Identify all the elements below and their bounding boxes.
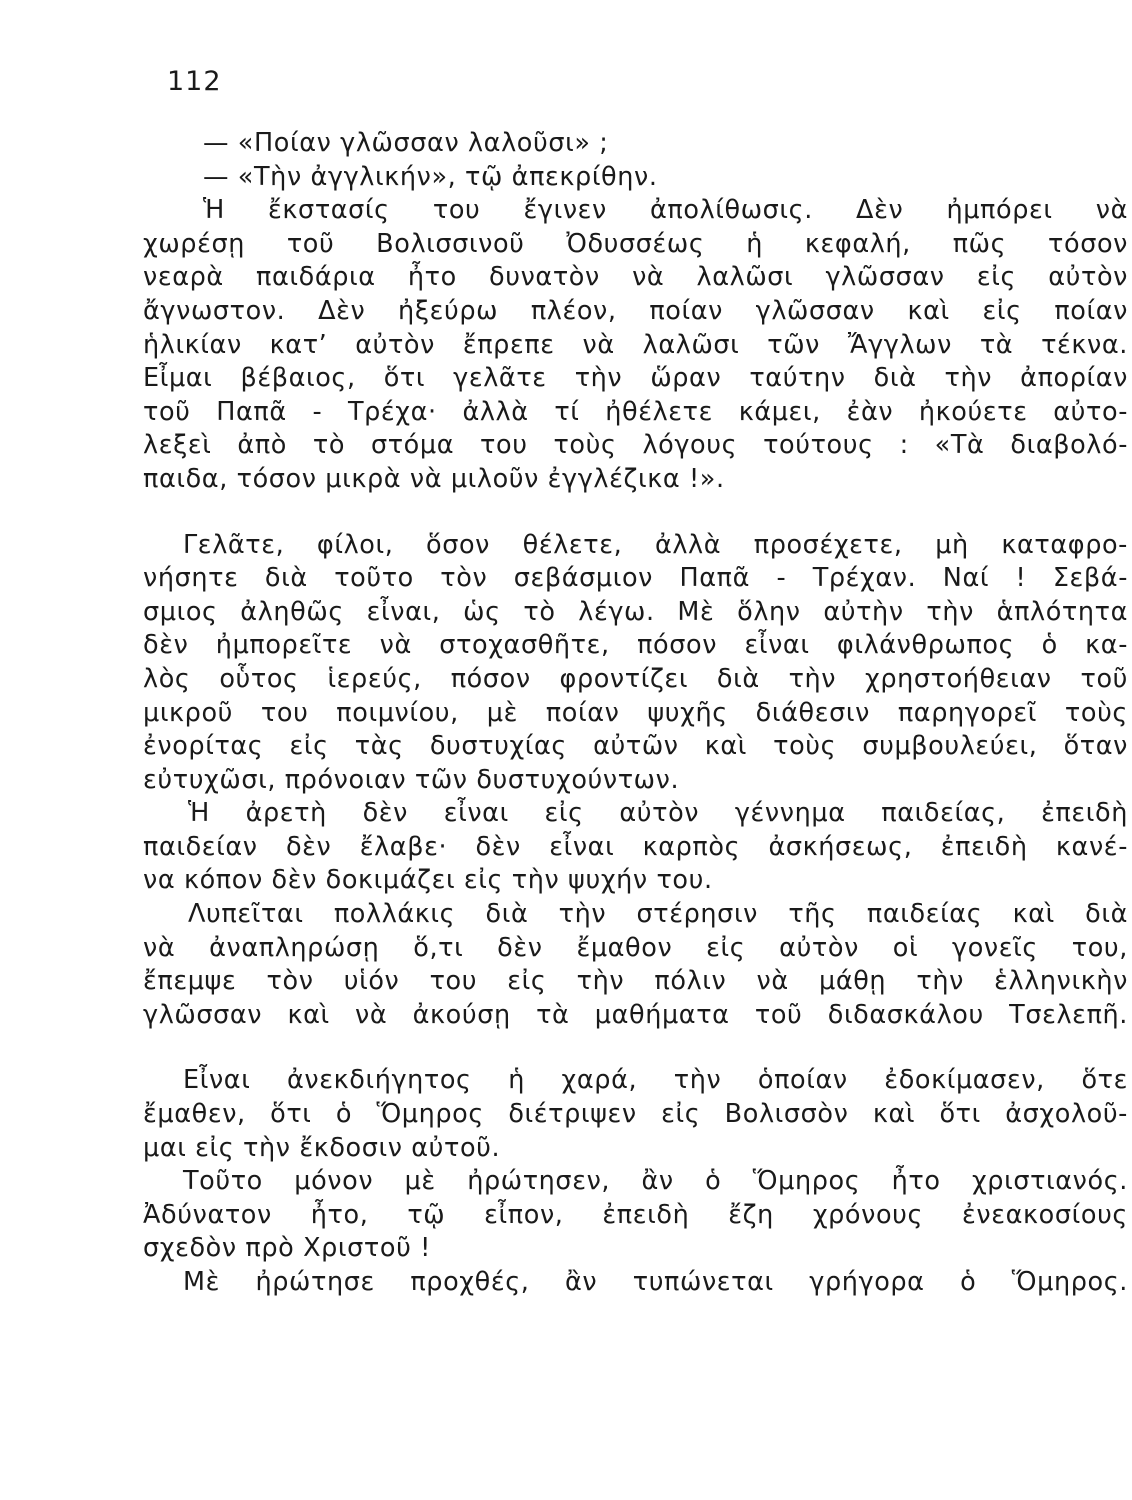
paragraph-gap	[143, 497, 1128, 529]
text-line: νὰ ἀναπληρώσῃ ὅ,τι δὲν ἔμαθον εἰς αὐτὸν οἱ γονεῖς του,	[143, 932, 1128, 963]
text-line: μαι εἰς τὴν ἔκδοσιν αὐτοῦ.	[143, 1132, 501, 1163]
text-line: Μὲ ἠρώτησε προχθές, ἂν τυπώνεται γρήγορα ὁ Ὅμηρος.	[183, 1267, 1128, 1297]
text-line: Γελᾶτε, φίλοι, ὅσον θέλετε, ἀλλὰ προσέχετε, μὴ καταφρο-	[183, 529, 1128, 560]
text-line: ἔμαθεν, ὅτι ὁ Ὅμηρος διέτριψεν εἰς Βολισσὸν καὶ ὅτι ἀσχολοῦ-	[143, 1099, 1128, 1130]
text-line: παιδα, τόσον μικρὰ νὰ μιλοῦν ἐγγλέζικα !».	[143, 463, 725, 494]
text-line: γλῶσσαν καὶ νὰ ἀκούσῃ τὰ μαθήματα τοῦ διδασκάλου Τσελεπῆ.	[143, 999, 1128, 1030]
text-line: σχεδὸν πρὸ Χριστοῦ !	[143, 1233, 431, 1264]
text-line: λεξεὶ ἀπὸ τὸ στόμα του τοὺς λόγους τούτους : «Τὰ διαβολό-	[143, 430, 1128, 461]
text-line: λὸς οὗτος ἱερεύς, πόσον φροντίζει διὰ τὴν χρηστοήθειαν τοῦ	[143, 663, 1128, 694]
text-line: δὲν ἠμπορεῖτε νὰ στοχασθῆτε, πόσον εἶναι φιλάνθρωπος ὁ κα-	[143, 630, 1128, 661]
text-line: ἡλικίαν κατ’ αὐτὸν ἔπρεπε νὰ λαλῶσι τῶν Ἄγγλων τὰ τέκνα.	[143, 329, 1128, 360]
text-line: νήσητε διὰ τοῦτο τὸν σεβάσμιον Παπᾶ - Τρέχαν. Ναί ! Σεβά-	[143, 563, 1128, 594]
text-line: ἔπεμψε τὸν υἱόν του εἰς τὴν πόλιν νὰ μάθῃ τὴν ἑλληνικὴν	[143, 966, 1128, 997]
paragraph-gap	[143, 1032, 1128, 1064]
text-line: Ἀδύνατον ἦτο, τῷ εἶπον, ἐπειδὴ ἔζη χρόνους ἐνεακοσίους	[143, 1199, 1128, 1230]
text-line: μικροῦ του ποιμνίου, μὲ ποίαν ψυχῆς διάθεσιν παρηγορεῖ τοὺς	[143, 697, 1128, 728]
text-line: Λυπεῖται πολλάκις διὰ τὴν στέρησιν τῆς παιδείας καὶ διὰ	[188, 899, 1128, 930]
text-line: Ἡ ἔκστασίς του ἔγινεν ἀπολίθωσις. Δὲν ἠμπόρει νὰ	[203, 195, 1128, 226]
text-line: Εἶμαι βέβαιος, ὅτι γελᾶτε τὴν ὥραν ταύτην διὰ τὴν ἀπορίαν	[143, 363, 1128, 394]
text-line: ἐνορίτας εἰς τὰς δυστυχίας αὐτῶν καὶ τοὺς συμβουλεύει, ὅταν	[143, 731, 1128, 762]
text-line: παιδείαν δὲν ἔλαβε· δὲν εἶναι καρπὸς ἀσκήσεως, ἐπειδὴ κανέ-	[143, 831, 1128, 862]
text-line: να κόπον δὲν δοκιμάζει εἰς τὴν ψυχήν του.	[143, 865, 713, 896]
body-text	[143, 127, 1128, 1300]
text-line: — «Τὴν ἀγγλικήν», τῷ ἀπεκρίθην.	[203, 161, 658, 192]
text-block	[143, 127, 1128, 497]
text-line: — «Ποίαν γλῶσσαν λαλοῦσι» ;	[203, 128, 609, 158]
text-line: Εἶναι ἀνεκδιήγητος ἡ χαρά, τὴν ὁποίαν ἐδοκίμασεν, ὅτε	[183, 1065, 1128, 1096]
page-number: 112	[167, 66, 222, 97]
text-line: Τοῦτο μόνον μὲ ἠρώτησεν, ἂν ὁ Ὅμηρος ἦτο χριστιανός.	[183, 1166, 1128, 1197]
text-line: χωρέσῃ τοῦ Βολισσινοῦ Ὀδυσσέως ἡ κεφαλή, πῶς τόσον	[143, 228, 1128, 259]
text-line: νεαρὰ παιδάρια ἦτο δυνατὸν νὰ λαλῶσι γλῶσσαν εἰς αὐτὸν	[143, 262, 1128, 293]
text-block	[143, 1064, 1128, 1299]
text-line: Ἡ ἀρετὴ δὲν εἶναι εἰς αὐτὸν γέννημα παιδείας, ἐπειδὴ	[188, 798, 1128, 829]
text-line: εὐτυχῶσι, πρόνοιαν τῶν δυστυχούντων.	[143, 764, 680, 795]
text-line: τοῦ Παπᾶ - Τρέχα· ἀλλὰ τί ἠθέλετε κάμει, ἐὰν ἠκούετε αὐτο-	[143, 396, 1128, 427]
text-line: ἄγνωστον. Δὲν ἠξεύρω πλέον, ποίαν γλῶσσαν καὶ εἰς ποίαν	[143, 295, 1128, 326]
text-block	[143, 529, 1128, 1033]
text-line: σμιος ἀληθῶς εἶναι, ὡς τὸ λέγω. Μὲ ὅλην αὐτὴν τὴν ἁπλότητα	[143, 596, 1128, 627]
